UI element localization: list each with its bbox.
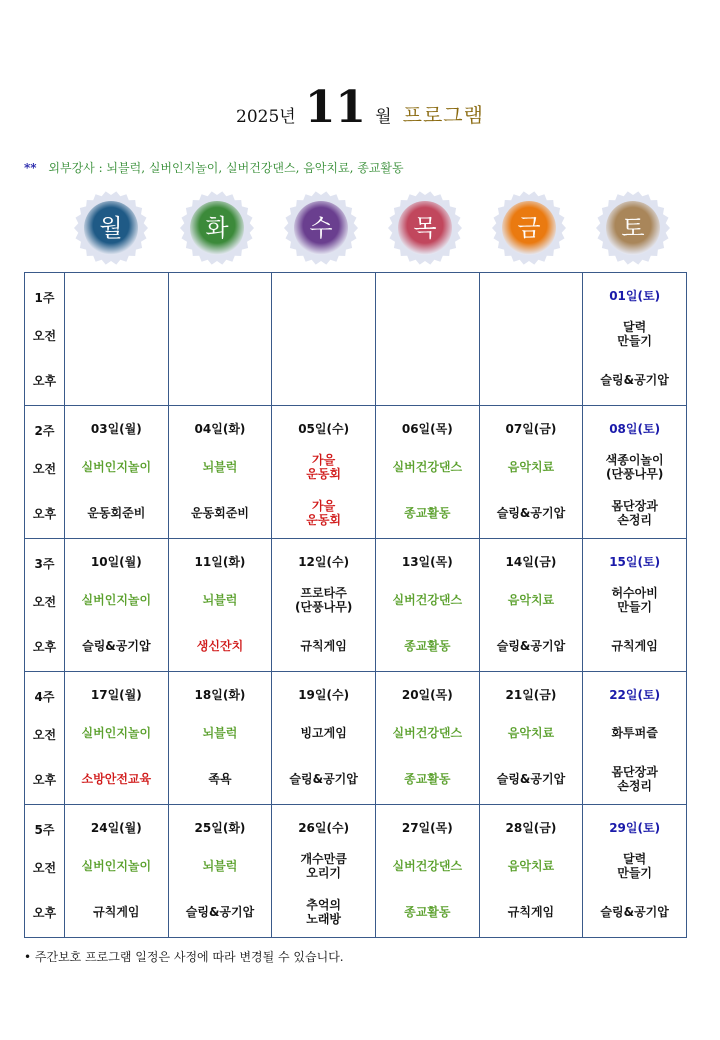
- day-cell: [272, 539, 376, 672]
- am-activity: [169, 718, 272, 748]
- day-date: 04일(화): [194, 422, 246, 436]
- am-activity-line: 만들기: [617, 866, 653, 880]
- am-activity: [480, 718, 583, 748]
- pm-activity: [65, 764, 168, 794]
- am-activity-line: 달력: [623, 852, 647, 866]
- pm-activity-line: 손정리: [617, 779, 653, 793]
- week-label-cell: [25, 273, 65, 406]
- day-date: 19일(수): [298, 688, 350, 702]
- pm-activity-line: 운동회준비: [191, 506, 249, 520]
- pm-activity: [376, 897, 479, 927]
- week-label: 3주: [34, 557, 55, 571]
- pm-activity: [480, 498, 583, 528]
- day-cell: [479, 539, 583, 672]
- weekday-badges: [0, 190, 720, 270]
- title-program: 프로그램: [402, 103, 484, 127]
- pm-activity: [169, 764, 272, 794]
- day-date: 22일(토): [609, 688, 661, 702]
- day-date: 07일(금): [505, 422, 557, 436]
- external-instructors-text: 외부강사 : 뇌블럭, 실버인지놀이, 실버건강댄스, 음악치료, 종교활동: [48, 161, 404, 175]
- am-activity-line: 달력: [623, 320, 647, 334]
- am-activity: [376, 452, 479, 482]
- am-activity-line: 실버인지놀이: [81, 460, 152, 474]
- pm-label: 오후: [32, 773, 57, 787]
- am-activity-line: 실버건강댄스: [392, 859, 463, 873]
- am-activity-line: 오리기: [306, 866, 342, 880]
- pm-activity-line: 규칙게임: [611, 639, 658, 653]
- am-activity: [272, 851, 375, 881]
- day-cell: [583, 672, 687, 805]
- am-activity-line: 프로타주: [300, 586, 347, 600]
- weekday-badge-label: 목: [413, 214, 437, 242]
- am-activity-line: 실버인지놀이: [81, 593, 152, 607]
- title-month-number: 11: [304, 82, 367, 133]
- weekday-badge-label: 월: [99, 214, 123, 242]
- weekday-badge-label: 토: [621, 214, 645, 242]
- pm-activity-line: 노래방: [306, 912, 342, 926]
- pm-activity: [480, 365, 583, 395]
- am-activity-line: 빙고게임: [300, 726, 347, 740]
- day-date: 01일(토): [609, 289, 661, 303]
- day-date: 26일(수): [298, 821, 350, 835]
- day-date: 15일(토): [609, 555, 661, 569]
- week-label: 4주: [34, 690, 55, 704]
- pm-activity: [583, 498, 686, 528]
- day-date: 20일(목): [401, 688, 453, 702]
- day-cell: [65, 672, 169, 805]
- pm-activity-line: 종교활동: [404, 639, 451, 653]
- am-label: 오전: [32, 462, 57, 476]
- am-activity-line: 허수아비: [611, 586, 658, 600]
- pm-activity: [272, 498, 375, 528]
- am-activity-line: 뇌블럭: [202, 593, 238, 607]
- day-cell: [272, 805, 376, 938]
- day-cell: [168, 406, 272, 539]
- calendar-table: [24, 272, 687, 938]
- week-row: [25, 406, 687, 539]
- pm-activity-line: 슬링&공기압: [600, 905, 669, 919]
- pm-activity: [583, 764, 686, 794]
- title-month-suffix: 월: [375, 107, 392, 127]
- pm-activity: [65, 498, 168, 528]
- pm-activity-line: 손정리: [617, 513, 653, 527]
- am-activity: [65, 718, 168, 748]
- day-date: 24일(월): [90, 821, 142, 835]
- footnote: • 주간보호 프로그램 일정은 사정에 따라 변경될 수 있습니다.: [24, 950, 344, 964]
- am-activity: [583, 718, 686, 748]
- pm-activity-line: 소방안전교육: [81, 772, 152, 786]
- day-date: 11일(화): [194, 555, 246, 569]
- weekday-badge-label: 금: [517, 214, 541, 242]
- am-activity-line: 뇌블럭: [202, 460, 238, 474]
- pm-activity: [376, 498, 479, 528]
- pm-activity: [272, 764, 375, 794]
- day-cell: [168, 539, 272, 672]
- am-activity-line: 음악치료: [507, 859, 555, 873]
- day-date: 06일(목): [401, 422, 453, 436]
- day-cell: [375, 406, 479, 539]
- am-activity-line: 음악치료: [507, 726, 555, 740]
- day-cell: [479, 672, 583, 805]
- am-activity-line: 뇌블럭: [202, 726, 238, 740]
- am-activity: [376, 718, 479, 748]
- pm-label: 오후: [32, 906, 57, 920]
- am-activity-line: 음악치료: [507, 460, 555, 474]
- am-activity-line: 만들기: [617, 600, 653, 614]
- pm-activity: [272, 631, 375, 661]
- am-activity-line: 만들기: [617, 334, 653, 348]
- am-activity: [65, 452, 168, 482]
- week-label-cell: [25, 539, 65, 672]
- pm-activity: [376, 764, 479, 794]
- day-date: 29일(토): [609, 821, 661, 835]
- day-cell: [479, 805, 583, 938]
- weekday-badge: [595, 190, 671, 266]
- am-activity-line: 개수만큼: [300, 852, 347, 866]
- week-label: 5주: [34, 823, 55, 837]
- day-cell: [168, 672, 272, 805]
- am-activity-line: 색종이놀이: [605, 453, 664, 467]
- day-cell: [479, 273, 583, 406]
- week-label: 2주: [34, 424, 55, 438]
- am-activity: [480, 319, 583, 349]
- am-activity: [169, 851, 272, 881]
- am-label: 오전: [32, 329, 57, 343]
- pm-activity-line: 규칙게임: [300, 639, 347, 653]
- pm-activity-line: 종교활동: [404, 506, 451, 520]
- pm-activity: [65, 365, 168, 395]
- am-activity-line: 운동회: [306, 467, 342, 481]
- day-cell: [168, 805, 272, 938]
- pm-activity: [272, 897, 375, 927]
- pm-activity-line: 슬링&공기압: [496, 639, 566, 653]
- am-label: 오전: [32, 861, 57, 875]
- am-activity: [272, 585, 375, 615]
- pm-activity-line: 가을: [312, 499, 336, 513]
- am-activity: [583, 452, 686, 482]
- am-activity: [480, 452, 583, 482]
- weekday-badge: [179, 190, 255, 266]
- pm-activity-line: 슬링&공기압: [185, 905, 255, 919]
- am-activity: [583, 585, 686, 615]
- am-activity: [65, 319, 168, 349]
- day-cell: [168, 273, 272, 406]
- day-cell: [583, 805, 687, 938]
- week-row: [25, 273, 687, 406]
- weekday-badge: [387, 190, 463, 266]
- am-activity: [169, 319, 272, 349]
- am-activity-line: 음악치료: [507, 593, 555, 607]
- external-marker: **: [24, 161, 37, 175]
- am-activity: [376, 851, 479, 881]
- day-cell: [583, 406, 687, 539]
- day-cell: [583, 539, 687, 672]
- week-label: 1주: [34, 291, 55, 305]
- day-date: 14일(금): [505, 555, 557, 569]
- pm-activity: [583, 897, 686, 927]
- pm-activity-line: 슬링&공기압: [496, 772, 566, 786]
- week-label-cell: [25, 672, 65, 805]
- week-label-cell: [25, 406, 65, 539]
- week-row: [25, 539, 687, 672]
- pm-activity: [376, 631, 479, 661]
- day-date: 18일(화): [194, 688, 246, 702]
- weekday-badge: [283, 190, 359, 266]
- pm-activity-line: 슬링&공기압: [289, 772, 358, 786]
- week-row: [25, 672, 687, 805]
- day-date: 17일(월): [90, 688, 142, 702]
- week-label-cell: [25, 805, 65, 938]
- day-date: 25일(화): [194, 821, 246, 835]
- weekday-badge-label: 화: [205, 214, 229, 242]
- pm-activity-line: 운동회: [306, 513, 342, 527]
- title-year: 2025년: [236, 107, 296, 127]
- day-cell: [375, 805, 479, 938]
- day-cell: [65, 805, 169, 938]
- pm-activity: [480, 764, 583, 794]
- day-cell: [272, 406, 376, 539]
- am-activity: [169, 585, 272, 615]
- external-instructors-line: [24, 159, 404, 176]
- am-activity: [480, 851, 583, 881]
- week-row: [25, 805, 687, 938]
- pm-label: 오후: [32, 640, 57, 654]
- pm-activity: [480, 897, 583, 927]
- pm-activity-line: 운동회준비: [87, 506, 146, 520]
- pm-activity: [169, 631, 272, 661]
- pm-activity-line: 족욕: [208, 772, 232, 786]
- day-date: 03일(월): [90, 422, 142, 436]
- am-activity-line: (단풍나무): [605, 467, 664, 481]
- day-cell: [375, 672, 479, 805]
- am-activity-line: (단풍나무): [294, 600, 353, 614]
- am-activity-line: 실버건강댄스: [392, 593, 463, 607]
- day-cell: [65, 273, 169, 406]
- day-date: 28일(금): [505, 821, 557, 835]
- pm-activity: [169, 365, 272, 395]
- pm-activity-line: 종교활동: [404, 772, 451, 786]
- am-activity: [65, 585, 168, 615]
- pm-activity-line: 규칙게임: [93, 905, 140, 919]
- pm-activity-line: 슬링&공기압: [600, 373, 669, 387]
- pm-activity: [65, 631, 168, 661]
- am-label: 오전: [32, 728, 57, 742]
- am-activity: [169, 452, 272, 482]
- am-activity-line: 실버인지놀이: [81, 859, 152, 873]
- pm-activity-line: 규칙게임: [507, 905, 555, 919]
- pm-label: 오후: [32, 507, 57, 521]
- day-date: 12일(수): [298, 555, 350, 569]
- pm-activity-line: 슬링&공기압: [82, 639, 151, 653]
- am-activity-line: 실버인지놀이: [81, 726, 152, 740]
- pm-activity: [272, 365, 375, 395]
- pm-activity-line: 생신잔치: [196, 639, 244, 653]
- pm-activity: [169, 498, 272, 528]
- am-label: 오전: [32, 595, 57, 609]
- page-title: [0, 82, 720, 133]
- pm-activity-line: 몸단장과: [611, 765, 658, 779]
- day-cell: [65, 406, 169, 539]
- day-date: 05일(수): [298, 422, 350, 436]
- day-date: 21일(금): [505, 688, 557, 702]
- pm-activity: [583, 365, 686, 395]
- am-activity-line: 실버건강댄스: [392, 726, 463, 740]
- pm-activity-line: 추억의: [306, 898, 342, 912]
- pm-activity: [65, 897, 168, 927]
- weekday-badge: [73, 190, 149, 266]
- am-activity: [376, 585, 479, 615]
- weekday-badge: [491, 190, 567, 266]
- day-cell: [65, 539, 169, 672]
- day-cell: [272, 672, 376, 805]
- day-date: 13일(목): [401, 555, 453, 569]
- pm-activity: [583, 631, 686, 661]
- pm-activity-line: 종교활동: [404, 905, 451, 919]
- day-date: 10일(월): [90, 555, 142, 569]
- am-activity-line: 뇌블럭: [202, 859, 238, 873]
- am-activity: [65, 851, 168, 881]
- am-activity-line: 실버건강댄스: [392, 460, 463, 474]
- day-cell: [479, 406, 583, 539]
- pm-activity: [480, 631, 583, 661]
- am-activity: [376, 319, 479, 349]
- pm-activity-line: 몸단장과: [611, 499, 658, 513]
- am-activity: [480, 585, 583, 615]
- day-date: 08일(토): [609, 422, 661, 436]
- day-cell: [272, 273, 376, 406]
- am-activity: [272, 718, 375, 748]
- am-activity-line: 화투퍼즐: [611, 726, 658, 740]
- weekday-badge-label: 수: [309, 214, 333, 242]
- am-activity: [583, 319, 686, 349]
- day-date: 27일(목): [401, 821, 453, 835]
- pm-activity-line: 슬링&공기압: [496, 506, 566, 520]
- day-cell: [375, 539, 479, 672]
- am-activity-line: 가을: [312, 453, 336, 467]
- am-activity: [272, 452, 375, 482]
- pm-label: 오후: [32, 374, 57, 388]
- am-activity: [272, 319, 375, 349]
- day-cell: [375, 273, 479, 406]
- day-cell: [583, 273, 687, 406]
- pm-activity: [169, 897, 272, 927]
- pm-activity: [376, 365, 479, 395]
- am-activity: [583, 851, 686, 881]
